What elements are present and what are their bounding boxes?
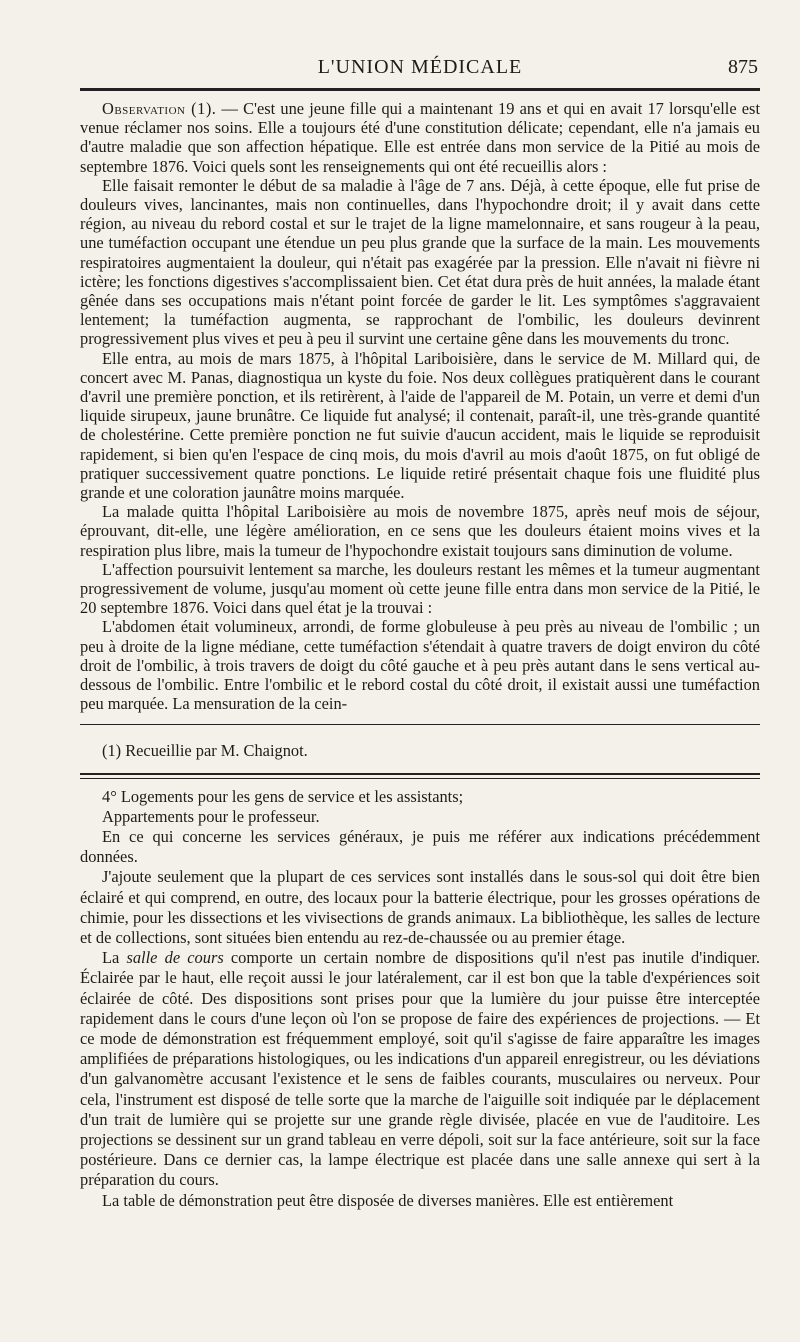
separator-rule-thin [80, 778, 760, 779]
observation-label: Observation (1). [102, 99, 217, 118]
paragraph: L'affection poursuivit lentement sa marche, les douleurs restant les mêmes et la tumeur augmentant progressivement de volume, jusqu'au moment où cette jeune fille entra dans mon service de la Pitié, le 20 septembre 1876. Voici dans quel état je la trouvai : [80, 559, 760, 618]
paragraph: La malade quitta l'hôpital Lariboisière au mois de novembre 1875, après neuf mois de séjour, éprouvant, dit-elle, une légère amélioration, en ce sens que les douleurs étaient moins vives et la respiration plus libre, mais la tumeur de l'hypochondre existait toujours sans diminution de volume. [80, 502, 760, 560]
paragraph [80, 948, 760, 1190]
paragraph: L'abdomen était volumineux, arrondi, de forme globuleuse à peu près au niveau de l'ombilic ; un peu à droite de la ligne médiane, cette tuméfaction s'étendait à quatre travers de doigt environ du côté droit de l'ombilic, à trois travers de doigt du côté gauche et à peu près autant dans le sens vertical au-dessous de l'ombilic. Entre l'ombilic et le rebord costal du côté droit, il existait aussi une tuméfaction peu marquée. La mensuration de la cein- [80, 617, 760, 714]
paragraph-text: comporte un certain nombre de dispositions qu'il n'est pas inutile d'indiquer. Éclairée par le haut, elle reçoit aussi le jour latéralement, car il est bon que la table d'expériences soit éclairée de côté. Des dispositions sont prises pour que la lumière du jour puisse être interceptée rapidement dans le cours d'une leçon où l'on se propose de faire des expériences de projections. — Et ce mode de démonstration est fréquemment employé, soit qu'il s'agisse de faire apparaître les images amplifiées de préparations histologiques, ou les indications d'un appareil enregistreur, ou les déviations d'un galvanomètre accusant l'existence et le sens de faibles courants, musculaires ou nerveux. Pour cela, l'instrument est disposé de telle sorte que la marche de l'aiguille soit indiquée par le déplacement d'un trait de lumière qui se projette sur une grande règle divisée, placée en vue de l'auditoire. Les projections se dessinent sur un grand tableau en verre dépoli, soit sur la face antérieure, soit sur la face postérieure. Dans ce dernier cas, la lampe électrique est placée dans une salle annexe qui sert à la préparation du cours. [80, 948, 761, 1190]
footnote-rule [80, 724, 760, 725]
paragraph-text: La [102, 948, 127, 968]
italic-term: salle de cours [126, 948, 224, 968]
page [80, 48, 760, 1211]
page-number: 875 [728, 56, 758, 78]
paragraph: Elle entra, au mois de mars 1875, à l'hôpital Lariboisière, dans le service de M. Millard qui, de concert avec M. Panas, diagnostiqua un kyste du foie. Nos deux collègues pratiquèrent dans le courant d'avril une première ponction, et ils retirèrent, à l'aide de l'appareil de M. Potain, un verre et demi d'un liquide sirupeux, jaune brunâtre. Ce liquide fut analysé; il contenait, paraît-il, une très-grande quantité de cholestérine. Cette première ponction ne fut suivie d'aucun accident, mais le liquide se reproduisit rapidement, si bien qu'en l'espace de cinq mois, du mois d'avril au mois d'août 1875, on fut obligé de pratiquer successivement quatre ponctions. Le liquide retiré présentait chaque fois une fluidité plus grande et une coloration jaunâtre moins marquée. [80, 348, 760, 503]
list-item: 4° Logements pour les gens de service et les assistants; [102, 786, 464, 806]
separator-rule-thick [80, 773, 760, 775]
feuilleton-article [80, 787, 760, 1211]
running-title: L'UNION MÉDICALE [317, 56, 523, 78]
paragraph: La table de démonstration peut être disposée de diverses manières. Elle est entièrement [102, 1190, 674, 1210]
paragraph: En ce qui concerne les services généraux, je puis me référer aux indications précédemment données. [80, 826, 760, 867]
paragraph [80, 99, 760, 176]
list-item: Appartements pour le professeur. [102, 806, 320, 826]
footnote: (1) Recueillie par M. Chaignot. [102, 740, 308, 760]
page-header [80, 48, 760, 88]
header-rule [80, 88, 760, 91]
paragraph-text: — C'est une jeune fille qui a maintenant 19 ans et qui en avait 17 lorsqu'elle est venue réclamer nos soins. Elle a toujours été d'une constitution délicate; cependant, elle n'a jamais eu d'autre maladie que son affection hépatique. Elle est entrée dans mon service de la Pitié au mois de septembre 1876. Voici quels sont les renseignements qui ont été recueillis alors : [80, 99, 760, 176]
paragraph: Elle faisait remonter le début de sa maladie à l'âge de 7 ans. Déjà, à cette époque, elle fut prise de douleurs vives, lancinantes, mais non continuelles, dans l'hypochondre droit; il y avait dans cette région, au niveau du rebord costal et sur le trajet de la ligne mamelonnaire, et sans rougeur à la peau, une tuméfaction occupant une étendue un peu plus grande que la surface de la main. Les mouvements respiratoires augmentaient la douleur, qui n'était pas exagérée par la pression. Elle n'avait ni fièvre ni ictère; les fonctions digestives s'accomplissaient bien. Cet état dura près de huit années, la malade étant gênée dans ses occupations mais n'étant point forcée de garder le lit. Les symptômes s'aggravaient lentement; la tuméfaction augmenta, se rapprochant de l'ombilic, les douleurs devinrent progressivement plus vives et peu à peu il survint une certaine gêne dans les mouvements du tronc. [80, 175, 760, 349]
observation-article [80, 99, 760, 761]
paragraph: J'ajoute seulement que la plupart de ces services sont installés dans le sous-sol qui doit être bien éclairé et qui comprend, en outre, des locaux pour la batterie électrique, pour les grosses opérations de chimie, pour les dissections et les vivisections de grands animaux. La bibliothèque, les salles de lecture et de collections, sont situées bien entendu au rez-de-chaussée ou au premier étage. [80, 867, 760, 947]
section-separator [80, 773, 760, 779]
